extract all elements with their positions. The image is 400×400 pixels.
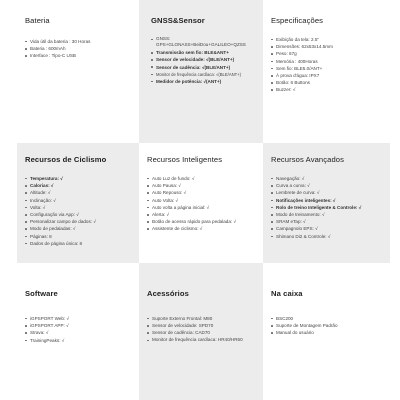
list-item: Volta: √ (25, 204, 133, 211)
list-item: Navegação: √ (271, 175, 384, 182)
section-battery (17, 0, 139, 143)
section-title: Recursos de Ciclismo (25, 155, 107, 164)
item-list (23, 175, 133, 247)
list-item: Assistente de ciclismo: √ (147, 225, 257, 232)
section-specifications (263, 0, 390, 143)
list-item: Sem fio: BLE5.0/ANT+ (271, 65, 384, 72)
list-item: Modo de pedaladas: √ (25, 225, 133, 232)
list-item: Notificações inteligentes: √ (271, 197, 384, 204)
list-item: À prova d'água: IPX7 (271, 72, 384, 79)
list-item: Auto Repouso: √ (147, 189, 257, 196)
list-item: iGPSPORT APP: √ (25, 322, 133, 329)
list-item: Auto Volta: √ (147, 197, 257, 204)
section-accessories (139, 263, 263, 400)
list-item: BSC200 (271, 315, 384, 322)
list-item: Rolo de treino Inteligente & Controle: √ (271, 204, 384, 211)
list-item: SRAM eTap: √ (271, 218, 384, 225)
list-item: Páginas: 8 (25, 233, 133, 240)
list-item: iGPSPORT Web: √ (25, 315, 133, 322)
item-list (145, 175, 257, 233)
item-list (23, 38, 133, 60)
section-advanced-features (263, 143, 390, 263)
list-item: Temperatura: √ (25, 175, 133, 182)
list-item: Vida útil da bateria : 30 Horas (25, 38, 133, 45)
list-item: Campagnolo EPS: √ (271, 225, 384, 232)
list-item: Modo de treinamento: √ (271, 211, 384, 218)
list-item: Bateria : 600mAh (25, 45, 133, 52)
list-item: Buzzer: √ (271, 86, 384, 93)
section-title: Recursos Inteligentes (147, 155, 223, 164)
list-item: Sensor de cadência: √(BLE/ANT+) (151, 64, 257, 71)
section-title: Na caixa (271, 289, 303, 298)
section-cycling-features (17, 143, 139, 263)
item-list (269, 175, 384, 240)
spec-grid (17, 0, 390, 400)
list-item: Auto Luz de fundo: √ (147, 175, 257, 182)
item-list (269, 315, 384, 337)
item-list (149, 36, 257, 85)
list-item: Shimano Di2 & Controle: √ (271, 233, 384, 240)
list-item: Interface : Tipo-C USB (25, 52, 133, 59)
list-item: Botão: 6 Buttons (271, 79, 384, 86)
list-item: Transmissão sem fio: BLE&ANT+ (151, 49, 257, 56)
section-gnss-sensor (139, 0, 263, 143)
list-item: Suporte Externo Frontal: M80 (147, 315, 257, 322)
list-item: Auto Pausa: √ (147, 182, 257, 189)
list-item: Curva a curva: √ (271, 182, 384, 189)
list-item: Dimensões: 62x53x14.5mm (271, 43, 384, 50)
section-title: Especificações (271, 16, 324, 25)
item-list (23, 315, 133, 344)
list-item: Botão de acesso rápido para pedalada: √ (147, 218, 257, 225)
list-item: Peso: 67g (271, 50, 384, 57)
list-item: Strava: √ (25, 329, 133, 336)
section-title: Recursos Avançados (271, 155, 344, 164)
list-item: Altitude: √ (25, 189, 133, 196)
list-item: Exibição da tela: 2.5" (271, 36, 384, 43)
list-item: Auto volta a página inicial: √ (147, 204, 257, 211)
list-item: Calorias: √ (25, 182, 133, 189)
list-item: Monitor de frequência cardíaca: √(BLE/ANT+) (151, 71, 257, 78)
list-item: Manual do usuário (271, 329, 384, 336)
section-software (17, 263, 139, 400)
section-title: Bateria (25, 16, 50, 25)
list-item: Sensor de cadência: CAD70 (147, 329, 257, 336)
list-item: Dados de página única: 8 (25, 240, 133, 247)
section-in-the-box (263, 263, 390, 400)
list-item: Lembrete de curva: √ (271, 189, 384, 196)
list-item: Configuração via App: √ (25, 211, 133, 218)
section-title: GNSS&Sensor (151, 16, 205, 25)
list-item: Inclinação: √ (25, 197, 133, 204)
list-item: Monitor de frequência cardíaca: HR40/HR60 (147, 337, 257, 343)
list-item: Alerta: √ (147, 211, 257, 218)
section-title: Acessórios (147, 289, 189, 298)
list-item: Sensor de velocidade: SPD70 (147, 322, 257, 329)
list-item: Memória : 400Horas (271, 58, 384, 65)
list-item: Sensor de velocidade: √(BLE/ANT+) (151, 56, 257, 63)
list-item: Medidor de potência: √(ANT+) (151, 78, 257, 85)
list-item: TrainingPeaks: √ (25, 337, 133, 344)
item-list (269, 36, 384, 94)
list-item: GNSS: GPS+GLONASS+BeiDou+GALILEO+QZSS (151, 36, 257, 48)
list-item: Personalizar campo de dados: √ (25, 218, 133, 225)
section-smart-features (139, 143, 263, 263)
list-item: Suporte de Montagem Padrão (271, 322, 384, 329)
section-title: Software (25, 289, 58, 298)
item-list (145, 315, 257, 343)
